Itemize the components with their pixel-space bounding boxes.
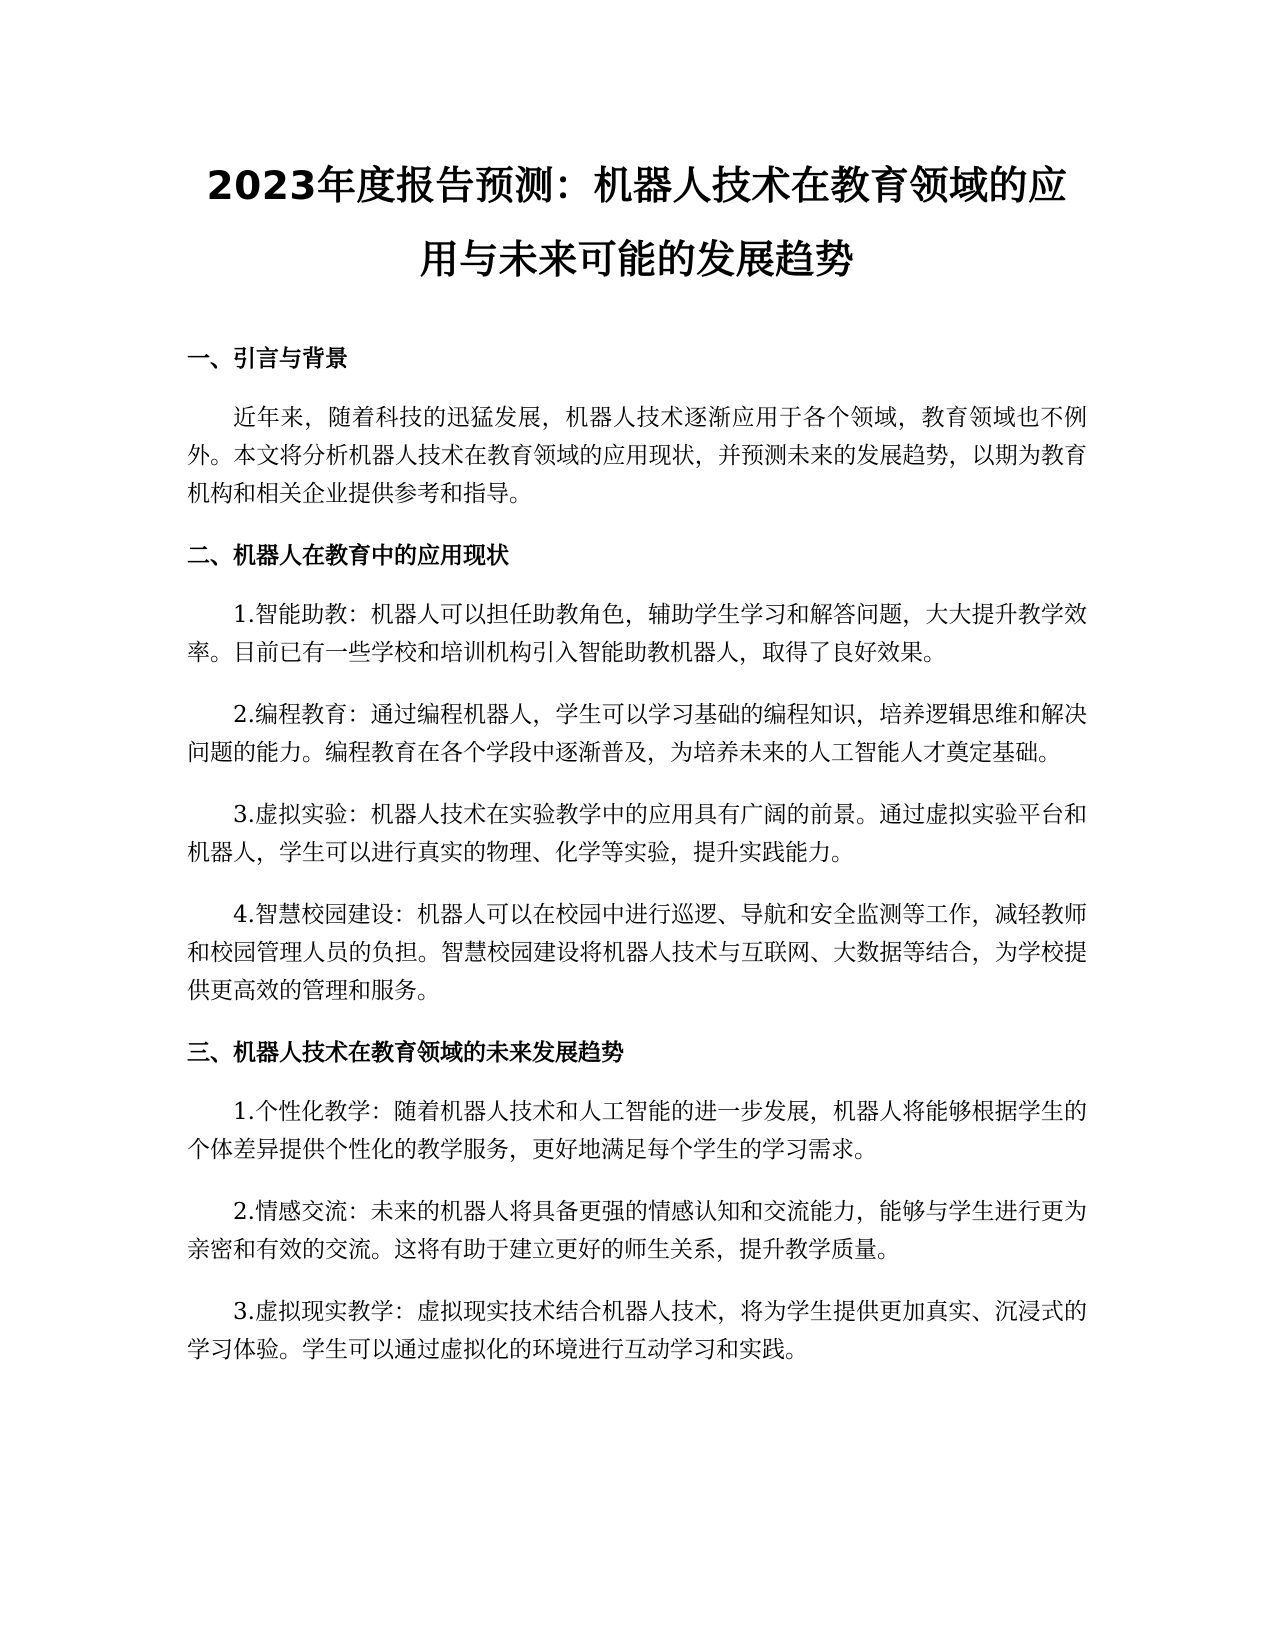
section-future-trends xyxy=(187,1034,1087,1369)
paragraph: 近年来，随着科技的迅猛发展，机器人技术逐渐应用于各个领域，教育领域也不例外。本文将分析机器人技术在教育领域的应用现状，并预测未来的发展趋势，以期为教育机构和相关企业提供参考和指导。 xyxy=(187,405,1087,507)
section-heading: 三、机器人技术在教育领域的未来发展趋势 xyxy=(187,1040,624,1066)
section-heading: 一、引言与背景 xyxy=(187,346,348,372)
paragraph: 4.智慧校园建设：机器人可以在校园中进行巡逻、导航和安全监测等工作，减轻教师和校园管理人员的负担。智慧校园建设将机器人技术与互联网、大数据等结合，为学校提供更高效的管理和服务。 xyxy=(187,902,1087,1004)
paragraph: 2.编程教育：通过编程机器人，学生可以学习基础的编程知识，培养逻辑思维和解决问题的能力。编程教育在各个学段中逐渐普及，为培养未来的人工智能人才奠定基础。 xyxy=(187,702,1087,766)
paragraph: 2.情感交流：未来的机器人将具备更强的情感认知和交流能力，能够与学生进行更为亲密和有效的交流。这将有助于建立更好的师生关系，提升教学质量。 xyxy=(187,1199,1087,1263)
section-heading: 二、机器人在教育中的应用现状 xyxy=(187,543,509,569)
document-title: 2023年度报告预测：机器人技术在教育领域的应用与未来可能的发展趋势 xyxy=(206,164,1068,283)
paragraph: 3.虚拟现实教学：虚拟现实技术结合机器人技术，将为学生提供更加真实、沉浸式的学习体验。学生可以通过虚拟化的环境进行互动学习和实践。 xyxy=(187,1299,1087,1363)
document-body xyxy=(187,150,1087,1393)
section-intro xyxy=(187,340,1087,513)
paragraph: 1.个性化教学：随着机器人技术和人工智能的进一步发展，机器人将能够根据学生的个体差异提供个性化的教学服务，更好地满足每个学生的学习需求。 xyxy=(187,1099,1087,1163)
section-current-applications xyxy=(187,537,1087,1010)
paragraph: 1.智能助教：机器人可以担任助教角色，辅助学生学习和解答问题，大大提升教学效率。目前已有一些学校和培训机构引入智能助教机器人，取得了良好效果。 xyxy=(187,602,1087,666)
paragraph: 3.虚拟实验：机器人技术在实验教学中的应用具有广阔的前景。通过虚拟实验平台和机器人，学生可以进行真实的物理、化学等实验，提升实践能力。 xyxy=(187,802,1087,866)
